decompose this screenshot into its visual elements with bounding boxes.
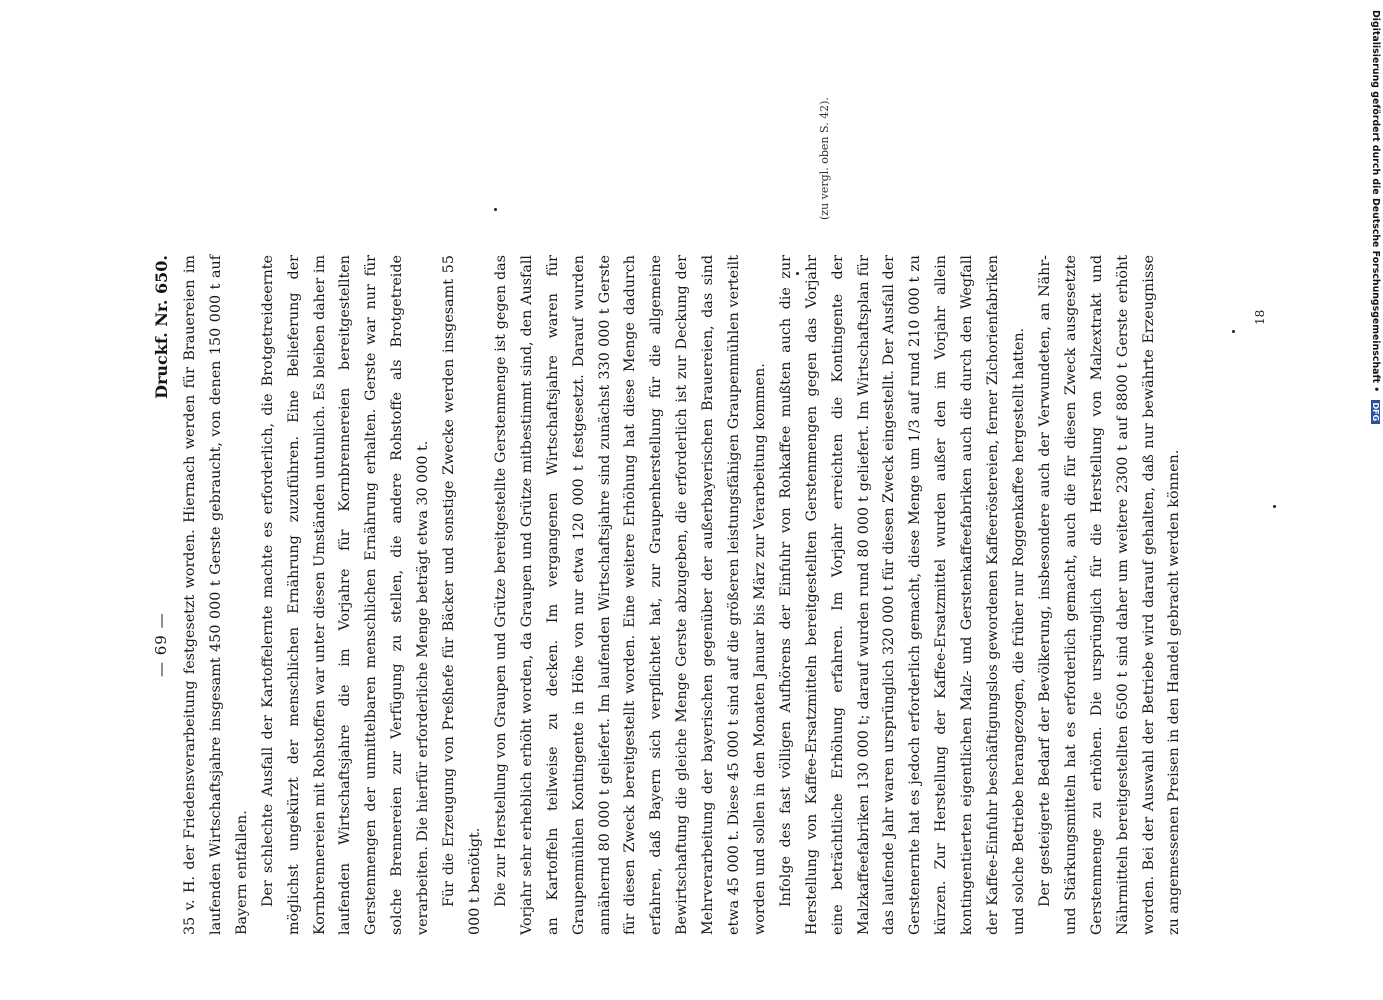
document-label: Druckf. Nr. 650.	[152, 255, 171, 399]
digitization-credit	[1365, 10, 1383, 1000]
scan-speck	[1273, 505, 1276, 508]
paragraph: Die zur Herstellung von Graupen und Grütze bereitgestellte Gerstenmenge ist gegen das Vorjahr sehr erheblich erhöht worden, da Graupen und Grütze mitbestimmt sind, den Ausfall an Kartoffeln teilweise zu decken. Im vergangenen Wirtschaftsjahre waren für Graupenmühlen Kontingente in Höhe von nur etwa 120 000 t festgesetzt. Darauf wurden annähernd 80 000 t geliefert. Im laufenden Wirtschaftsjahre sind zunächst 330 000 t Gerste für diesen Zweck bereitgestellt worden. Eine weitere Erhöhung hat diese Menge dadurch erfahren, daß Bayern sich verpflichtet hat, zur Graupenherstellung für die allgemeine Bewirtschaftung die gleiche Menge Gerste abzugeben, die erforderlich ist zur Deckung der Mehrverarbeitung der bayerischen gegenüber der außerbayerischen Brauereien, das sind etwa 45 000 t. Diese 45 000 t sind auf die größeren leistungsfähigen Graupenmühlen verteilt worden und sollen in den Monaten Januar bis März zur Verarbeitung kommen.	[492, 255, 768, 935]
rotated-text-block	[152, 97, 1267, 935]
page-header	[152, 255, 174, 935]
footer-page-number: 18	[1253, 309, 1267, 325]
scan-speck	[796, 272, 799, 275]
paragraph: Infolge des fast völligen Aufhörens der Einfuhr von Rohkaffee mußten auch die zur Herstellung von Kaffee-Ersatzmitteln bereitgestellten Gerstenmengen gegen das Vorjahr eine beträchtliche Erhöhung erfahren. Im Vorjahr erreichten die Kontingente der Malzkaffeefabriken 130 000 t; darauf wurden rund 80 000 t geliefert. Im Wirtschaftsplan für das laufende Jahr waren ursprünglich 320 000 t für diesen Zweck eingestellt. Der Ausfall der Gerstenernte hat es jedoch erforderlich gemacht, diese Menge um 1/3 auf rund 210 000 t zu kürzen. Zur Herstellung der Kaffee-Ersatzmittel wurden außer den im Vorjahr allein kontingentierten eigentlichen Malz- und Gerstenkaffeefabriken auch die durch den Wegfall der Kaffee-Einfuhr beschäftigungslos gewordenen Kaffeeröstereien, ferner Zichorienfabriken und solche Betriebe herangezogen, die früher nur Roggenkaffee hergestellt hatten.	[777, 255, 1027, 935]
margin-annotation: (zu vergl. oben S. 42).	[818, 97, 831, 220]
scan-speck	[494, 208, 497, 211]
paragraph: Für die Erzeugung von Preßhefe für Bäcker und sonstige Zwecke werden insgesamt 55 000 t benötigt.	[441, 255, 483, 935]
paragraph: Der schlechte Ausfall der Kartoffelernte machte es erforderlich, die Brotgetreideernte möglichst ungekürzt der menschlichen Ernährung zuzuführen. Eine Belieferung der Kornbrennereien mit Rohstoffen war unter diesen Umständen untunlich. Es bleiben daher im laufenden Wirtschaftsjahre die im Vorjahre für Kornbrennereien bereitgestellten Gerstenmengen der unmittelbaren menschlichen Ernährung erhalten. Gerste war nur für solche Brennereien zur Verfügung zu stellen, die andere Rohstoffe als Brotgetreide verarbeiten. Die hierfür erforderliche Menge beträgt etwa 30 000 t.	[259, 255, 432, 935]
paragraph: 35 v. H. der Friedensverarbeitung festgesetzt worden. Hiernach werden für Brauereien im laufenden Wirtschaftsjahre insgesamt 450 000 t Gerste gebraucht, von denen 150 000 t auf Bayern entfallen.	[182, 255, 250, 935]
credit-text: Digitalisierung gefördert durch die Deutsche Forschungsgemeinschaft •	[1370, 10, 1381, 393]
page-number: — 69 —	[152, 612, 170, 677]
dfg-logo: DFG	[1371, 400, 1380, 425]
scan-speck	[1232, 330, 1235, 333]
body-text	[178, 255, 1188, 935]
paragraph: Der gesteigerte Bedarf der Bevölkerung, insbesondere auch der Verwundeten, an Nähr- und Stärkungsmitteln hat es erforderlich gemacht, auch die für diesen Zweck ausgesetzte Gerstenmenge zu erhöhen. Die ursprünglich für die Herstellung von Malzextrakt und Nährmitteln bereitgestellten 6500 t sind daher um weitere 2300 t auf 8800 t Gerste erhöht worden. Bei der Auswahl der Betriebe wird darauf gehalten, daß nur bewährte Erzeugnisse zu angemessenen Preisen in den Handel gebracht werden können.	[1036, 255, 1183, 935]
